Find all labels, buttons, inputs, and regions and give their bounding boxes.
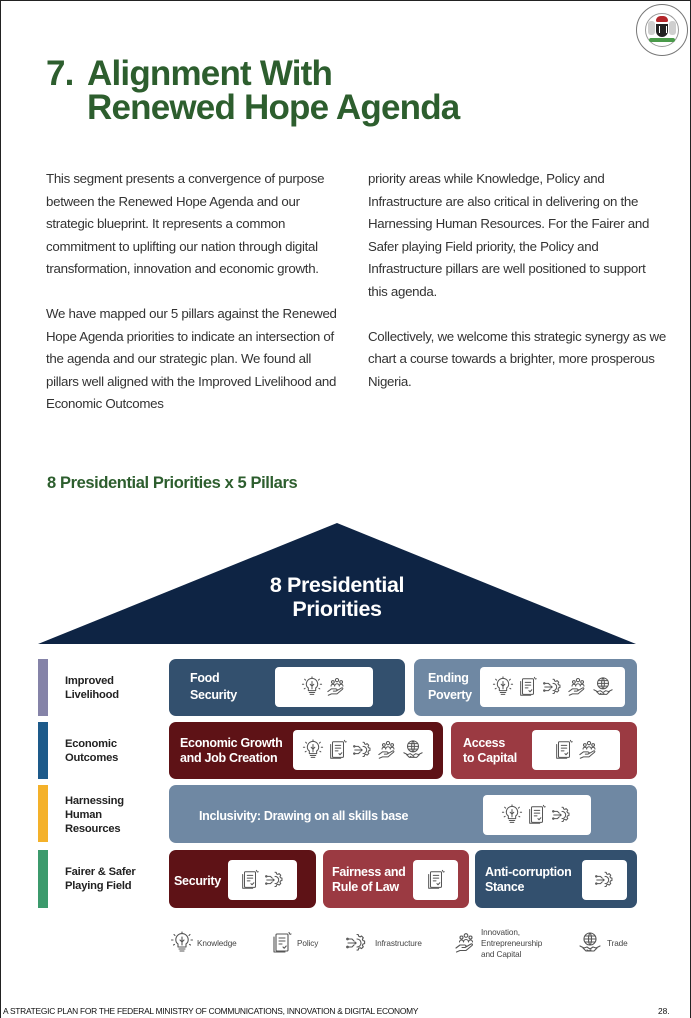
roof-title-line-1: 8 Presidential [269,573,405,597]
priority-access-to-capital [451,722,637,779]
pillar-icons [582,860,627,900]
knowledge-icon [301,676,323,698]
pillar-label-economic-outcomes: Economic Outcomes [65,738,119,764]
innovation-icon [326,676,348,698]
legend-label: Policy [297,938,319,948]
trade-icon [402,739,424,761]
infrastructure-icon [352,739,374,761]
pillar-icons [483,795,591,835]
pillar-color-bar [38,659,48,716]
pillar-label-harnessing-human-resources: Harnessing Human Resources [65,795,124,835]
legend-label: Trade [607,938,628,948]
policy-icon [553,739,575,761]
legend-item-innovation [454,925,542,961]
priority-label: Food Security [190,671,237,702]
legend-item-infrastructure [345,925,422,961]
roof-title [38,573,636,621]
legend-label: Innovation, Entrepreneurship and Capital [481,927,543,959]
coat-of-arms-seal-icon [636,4,688,56]
policy-icon [270,931,294,955]
legend-item-policy [270,925,318,961]
paragraph: Collectively, we welcome this strategic synergy as we chart a course towards a brighter, more prosperous Nigeria. [368,328,666,389]
policy-icon [517,676,539,698]
priority-anti-corruption-stance [475,850,637,908]
priority-label: Economic Growth and Job Creation [180,736,283,765]
section-number: 7. [46,54,74,93]
innovation-icon [377,739,399,761]
priority-label: Ending Poverty [428,671,472,702]
pillar-icons [413,860,458,900]
priority-label: Access to Capital [463,736,517,765]
infrastructure-icon [542,676,564,698]
innovation-icon [578,739,600,761]
priority-food-security [169,659,405,716]
policy-icon [239,869,261,891]
body-right-column [368,168,668,416]
priority-label: Security [174,874,221,888]
priority-economic-growth-job-creation [169,722,443,779]
priority-fairness-rule-of-law [323,850,469,908]
pillar-color-bar [38,722,48,779]
knowledge-icon [302,739,324,761]
paragraph: priority areas while Knowledge, Policy and Infrastructure are also critical in delivering on the Harnessing Human Resources. For the Fairer and Safer playing Field priority, the Policy and Infrastructure pillars are well positioned to support this agenda. [368,171,650,299]
infrastructure-icon [551,804,573,826]
pillar-icons [293,730,433,770]
policy-icon [327,739,349,761]
paragraph: We have mapped our 5 pillars against the Renewed Hope Agenda priorities to indicate an intersection of the agenda and our strategic plan. We found all pillars well aligned with the Improved Livelihood and Economic Outcomes [46,306,337,411]
infrastructure-icon [594,869,616,891]
innovation-icon [454,931,478,955]
policy-icon [425,869,447,891]
pillar-icons [228,860,297,900]
body-left-column [46,168,346,438]
paragraph: This segment presents a convergence of purpose between the Renewed Hope Agenda and our strategic blueprint. It represents a common commitment to uplifting our nation through digital transformation, innovation and economic growth. [46,171,325,276]
legend-label: Knowledge [197,938,237,948]
knowledge-icon [492,676,514,698]
title-line-2: Renewed Hope Agenda [87,88,460,127]
pillar-icons [275,667,373,707]
priority-inclusivity [169,785,637,843]
pillar-label-fairer-safer-playing-field: Fairer & Safer Playing Field [65,866,136,892]
knowledge-icon [501,804,523,826]
knowledge-icon [170,931,194,955]
legend-item-knowledge [170,925,237,961]
diagram-subtitle: 8 Presidential Priorities x 5 Pillars [47,474,298,492]
title-line-1: Alignment With [87,54,333,93]
trade-icon [592,676,614,698]
pillar-color-bar [38,785,48,842]
page-number: 28. [658,1006,670,1016]
pillar-icons [480,667,625,707]
trade-icon [578,931,602,955]
pillar-label-improved-livelihood: Improved Livelihood [65,675,119,701]
innovation-icon [567,676,589,698]
priority-ending-poverty [414,659,637,716]
priority-label: Inclusivity: Drawing on all skills base [199,809,409,823]
roof-title-line-2: Priorities [292,597,382,621]
pillar-icons [532,730,620,770]
infrastructure-icon [345,931,369,955]
pillar-color-bar [38,850,48,908]
policy-icon [526,804,548,826]
footer-text: A STRATEGIC PLAN FOR THE FEDERAL MINISTRY OF COMMUNICATIONS, INNOVATION & DIGITAL ECONOMY [3,1006,419,1016]
page-title [46,54,460,127]
infrastructure-icon [264,869,286,891]
legend-item-trade [578,925,628,961]
priority-label: Fairness and Rule of Law [332,865,406,894]
priority-label: Anti-corruption Stance [485,865,572,894]
legend-label: Infrastructure [375,938,422,948]
priority-security [169,850,316,908]
